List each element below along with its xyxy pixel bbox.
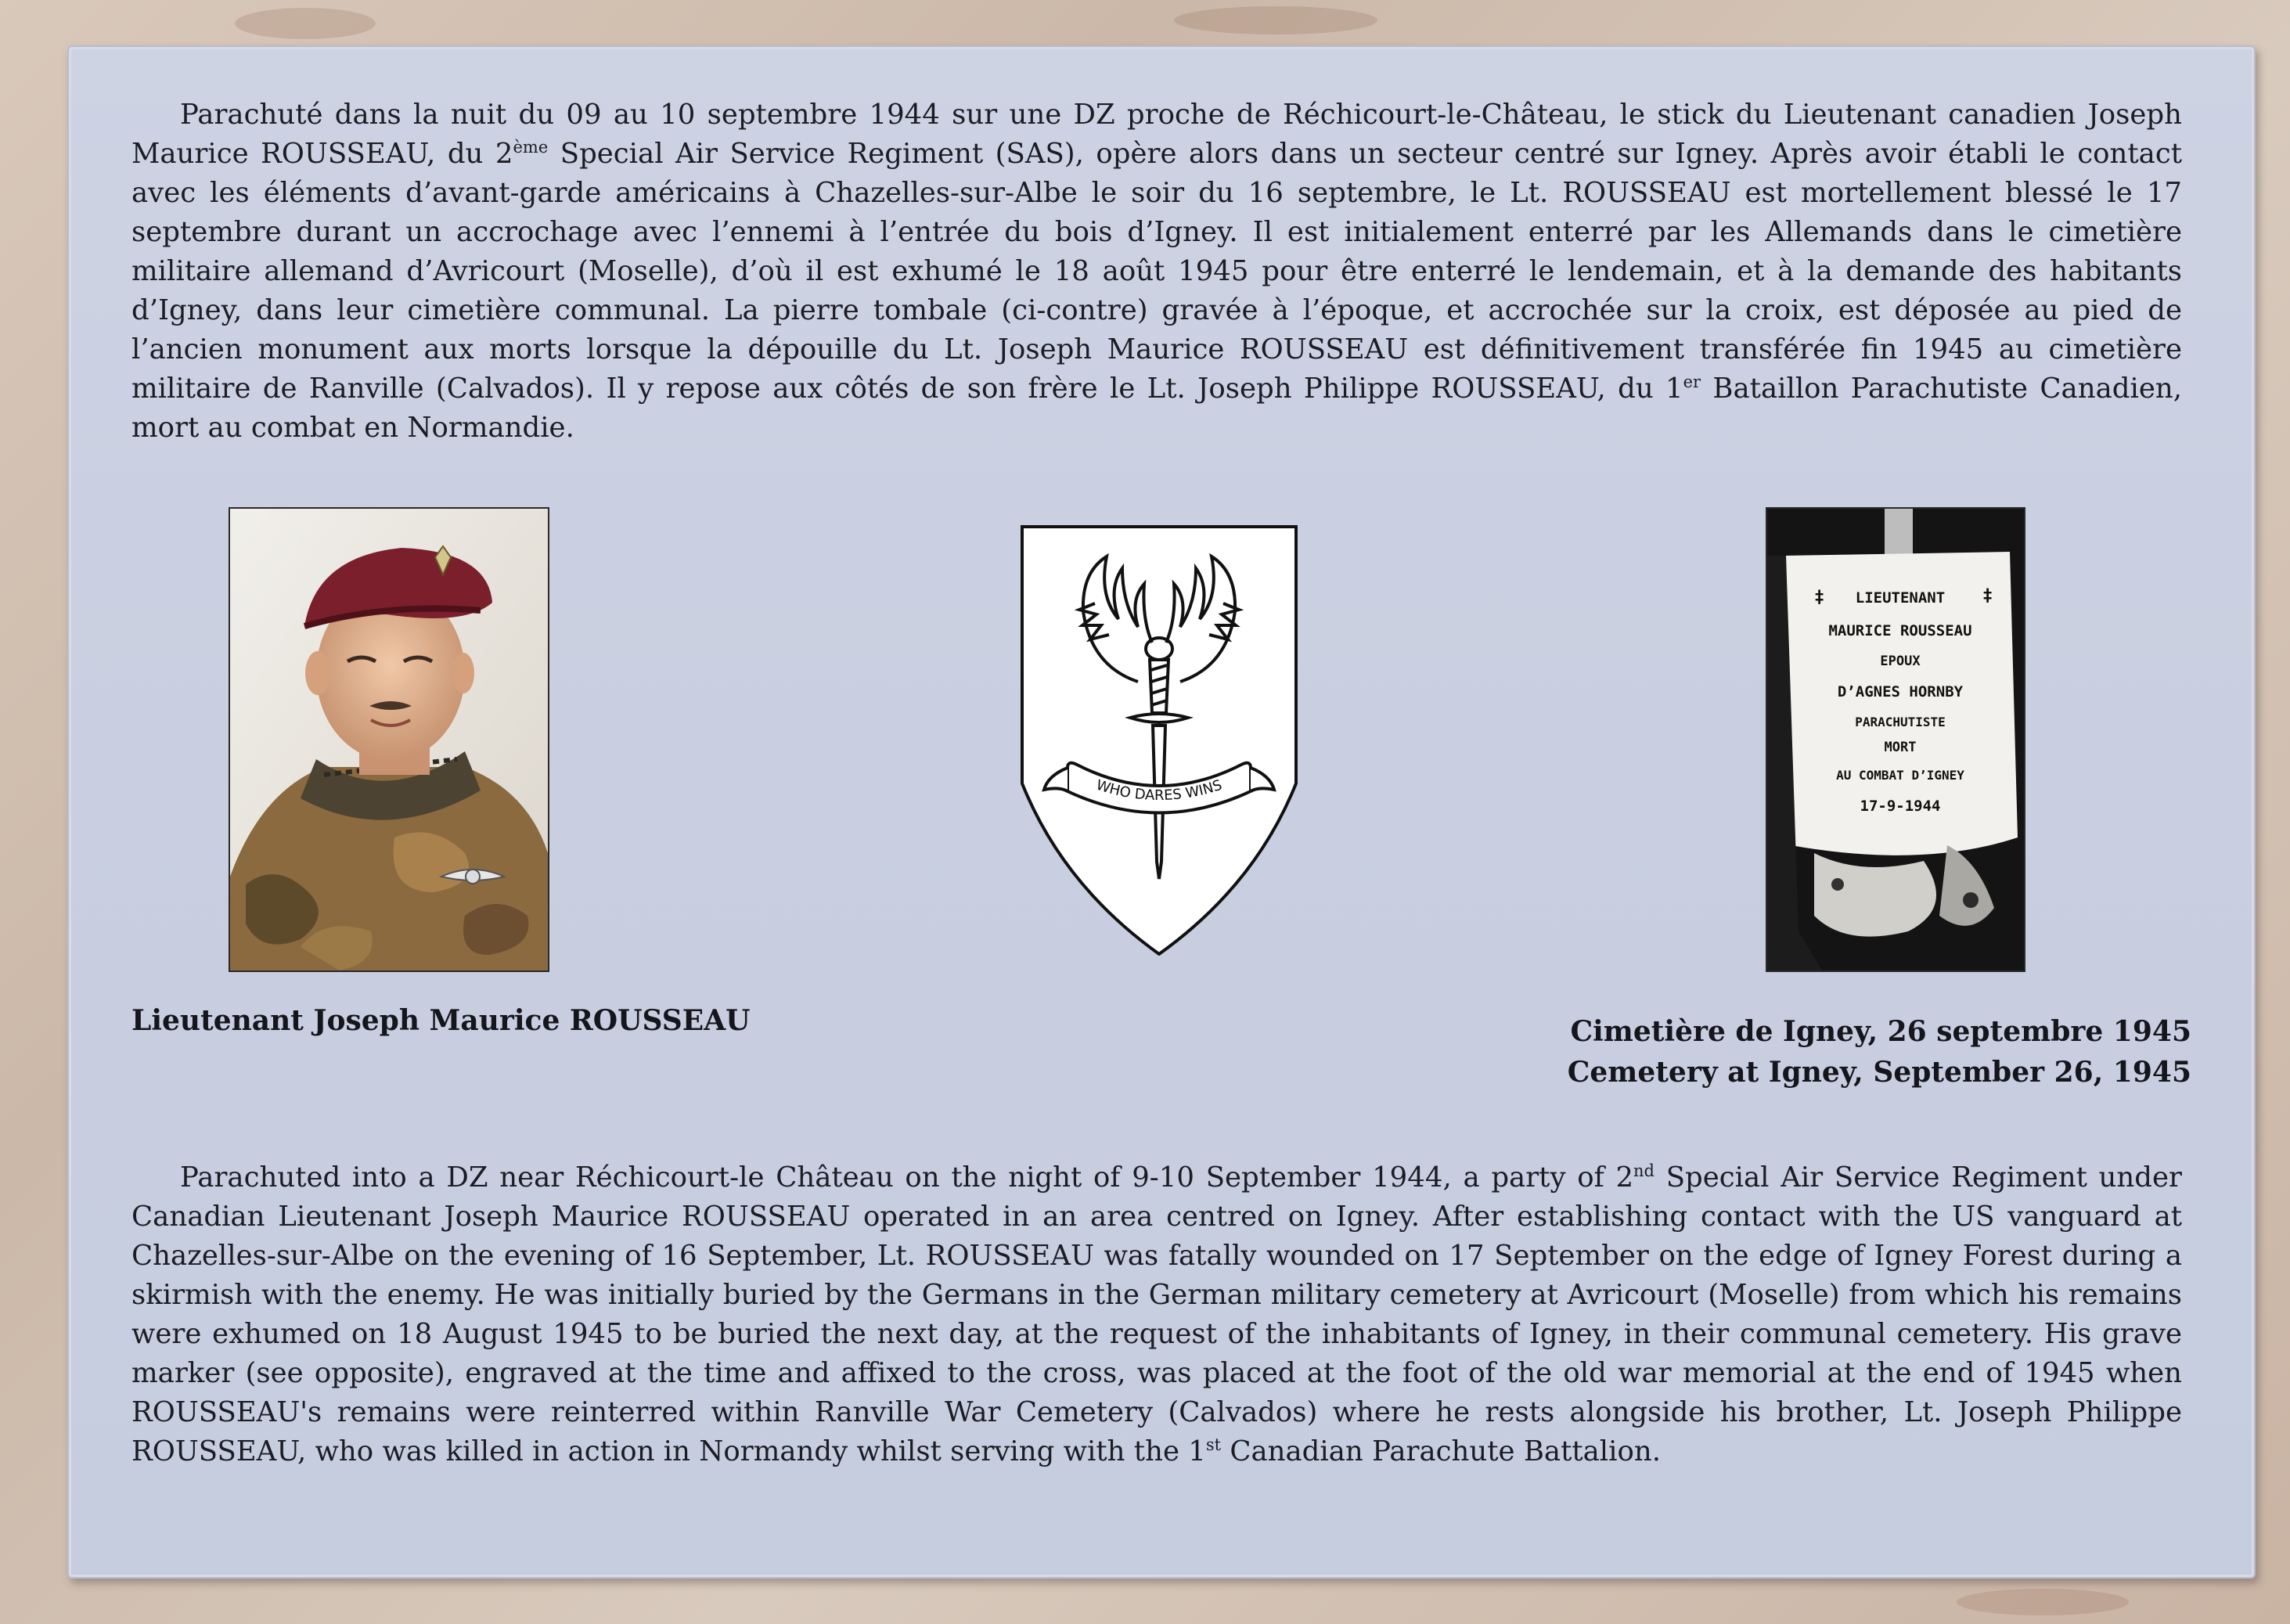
wall-stain — [235, 8, 376, 39]
grave-line: MAURICE ROUSSEAU — [1828, 622, 1972, 639]
sas-emblem — [1021, 525, 1298, 956]
grave-marker-photo — [1766, 507, 2025, 972]
french-paragraph: Parachuté dans la nuit du 09 au 10 septembre 1944 sur une DZ proche de Réchicourt-le-Château, le stick du Lieutenant canadien Joseph Maurice ROUSSEAU, du 2ème Special Air Service Regiment (SAS), opère alors dans un secteur centré sur Igney. Après avoir établi le contact avec les éléments d’avant-garde américains à Chazelles-sur-Albe le soir du 16 septembre, le Lt. ROUSSEAU est mortellement blessé le 17 septembre durant un accrochage avec l’ennemi à l’entrée du bois d’Igney. Il est initialement enterré par les Allemands dans le cimetière militaire allemand d’Avricourt (Moselle), d’où il est exhumé le 18 août 1945 pour être enterré le lendemain, et à la demande des habitants d’Igney, dans leur cimetière communal. La pierre tombale (ci-contre) gravée à l’époque, et accrochée sur la croix, est déposée au pied de l’ancien monument aux morts lorsque la dépouille du Lt. Joseph Maurice ROUSSEAU est définitivement transférée fin 1945 au cimetière militaire de Ranville (Calvados). Il y repose aux côtés de son frère le Lt. Joseph Philippe ROUSSEAU, du 1er Bataillon Parachutiste Canadien, mort au combat en Normandie. — [131, 99, 2182, 444]
cross-of-lorraine-icon: ‡ — [1814, 588, 1825, 607]
grave-marker-illustration — [1767, 509, 2024, 970]
grave-line: 17-9-1944 — [1860, 798, 1941, 815]
english-paragraph: Parachuted into a DZ near Réchicourt-le Château on the night of 9-10 September 1944, a party of 2nd Special Air Service Regiment under Canadian Lieutenant Joseph Maurice ROUSSEAU operated in an area centred on Igney. After establishing contact with the US vanguard at Chazelles-sur-Albe on the evening of 16 September, Lt. ROUSSEAU was fatally wounded on 17 September on the edge of Igney Forest during a skirmish with the enemy. He was initially buried by the Germans in the German military cemetery at Avricourt (Moselle) from which his remains were exhumed on 18 August 1945 to be buried the next day, at the request of the inhabitants of Igney, in their communal cemetery. His grave marker (see opposite), engraved at the time and affixed to the cross, was placed at the foot of the old war memorial at the end of 1945 when ROUSSEAU's remains were reinterred within Ranville War Cemetery (Calvados) where he rests alongside his brother, Lt. Joseph Philippe ROUSSEAU, who was killed in action in Normandy whilst serving with the 1st Canadian Parachute Battalion. — [131, 1161, 2182, 1467]
french-full-text — [69, 47, 70, 48]
grave-caption-en: Cemetery at Igney, September 26, 1945 — [1567, 1056, 2191, 1089]
portrait-caption: Lieutenant Joseph Maurice ROUSSEAU — [131, 1004, 751, 1037]
grave-line: MORT — [1884, 740, 1917, 755]
grave-line: PARACHUTISTE — [1855, 715, 1946, 729]
grave-line: EPOUX — [1880, 654, 1921, 669]
shield-outline — [1022, 527, 1296, 954]
grave-caption-fr: Cimetière de Igney, 26 septembre 1945 — [1570, 1015, 2191, 1048]
memorial-plaque — [67, 45, 2256, 1579]
motto-text: WHO DARES WINS — [1093, 776, 1225, 805]
cross-of-lorraine-icon: ‡ — [1982, 586, 1993, 606]
wall-stain — [1957, 1589, 2129, 1615]
grave-caption — [1487, 1011, 2191, 1093]
grave-line: AU COMBAT D’IGNEY — [1836, 768, 1964, 783]
grave-line: LIEUTENANT — [1855, 589, 1946, 607]
portrait-photo — [229, 507, 549, 972]
wall-stain — [1174, 6, 1377, 34]
grave-line: D’AGNES HORNBY — [1837, 683, 1964, 700]
portrait-illustration — [230, 509, 548, 970]
